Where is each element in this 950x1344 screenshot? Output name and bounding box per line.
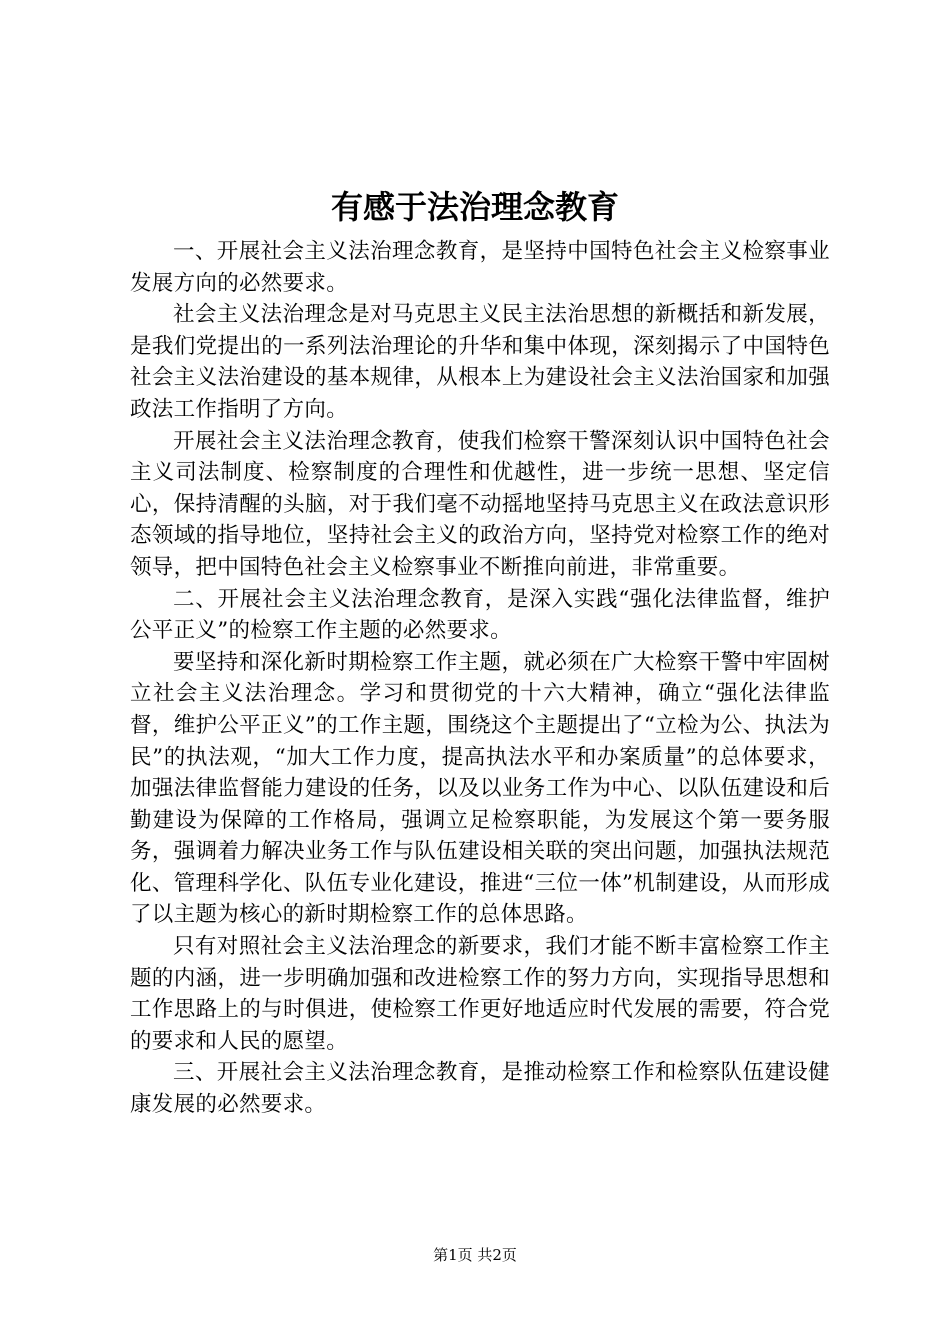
page-number-footer: 第1页 共2页 [433,1246,517,1264]
document-body [130,236,830,1121]
paragraph-2: 社会主义法治理念是对马克思主义民主法治思想的新概括和新发展，是我们党提出的一系列法治理论的升华和集中体现，深刻揭示了中国特色社会主义法治建设的基本规律，从根本上为建设社会主义法治国家和加强政法工作指明了方向。 [130,302,830,422]
paragraph-5: 要坚持和深化新时期检察工作主题，就必须在广大检察干警中牢固树立社会主义法治理念。学习和贯彻党的十六大精神，确立“强化法律监督，维护公平正义”的工作主题，围绕这个主题提出了“立检为公、执法为民”的执法观，“加大工作力度，提高执法水平和办案质量”的总体要求，加强法律监督能力建设的任务，以及以业务工作为中心、以队伍建设和后勤建设为保障的工作格局，强调立足检察职能，为发展这个第一要务服务，强调着力解决业务工作与队伍建设相关联的突出问题，加强执法规范化、管理科学化、队伍专业化建设，推进“三位一体”机制建设，从而形成了以主题为核心的新时期检察工作的总体思路。 [130,649,830,928]
paragraph-6: 只有对照社会主义法治理念的新要求，我们才能不断丰富检察工作主题的内涵，进一步明确加强和改进检察工作的努力方向，实现指导思想和工作思路上的与时俱进，使检察工作更好地适应时代发展的需要，符合党的要求和人民的愿望。 [130,934,830,1054]
paragraph-7: 三、开展社会主义法治理念教育，是推动检察工作和检察队伍建设健康发展的必然要求。 [130,1060,830,1118]
paragraph-3: 开展社会主义法治理念教育，使我们检察干警深刻认识中国特色社会主义司法制度、检察制度的合理性和优越性，进一步统一思想、坚定信心，保持清醒的头脑，对于我们毫不动摇地坚持马克思主义在政法意识形态领域的指导地位，坚持社会主义的政治方向，坚持党对检察工作的绝对领导，把中国特色社会主义检察事业不断推向前进，非常重要。 [130,428,830,580]
document-title: 有感于法治理念教育 [330,188,619,226]
paragraph-1: 一、开展社会主义法治理念教育，是坚持中国特色社会主义检察事业发展方向的必然要求。 [130,239,830,296]
paragraph-4: 二、开展社会主义法治理念教育，是深入实践“强化法律监督，维护公平正义”的检察工作主题的必然要求。 [130,586,830,644]
